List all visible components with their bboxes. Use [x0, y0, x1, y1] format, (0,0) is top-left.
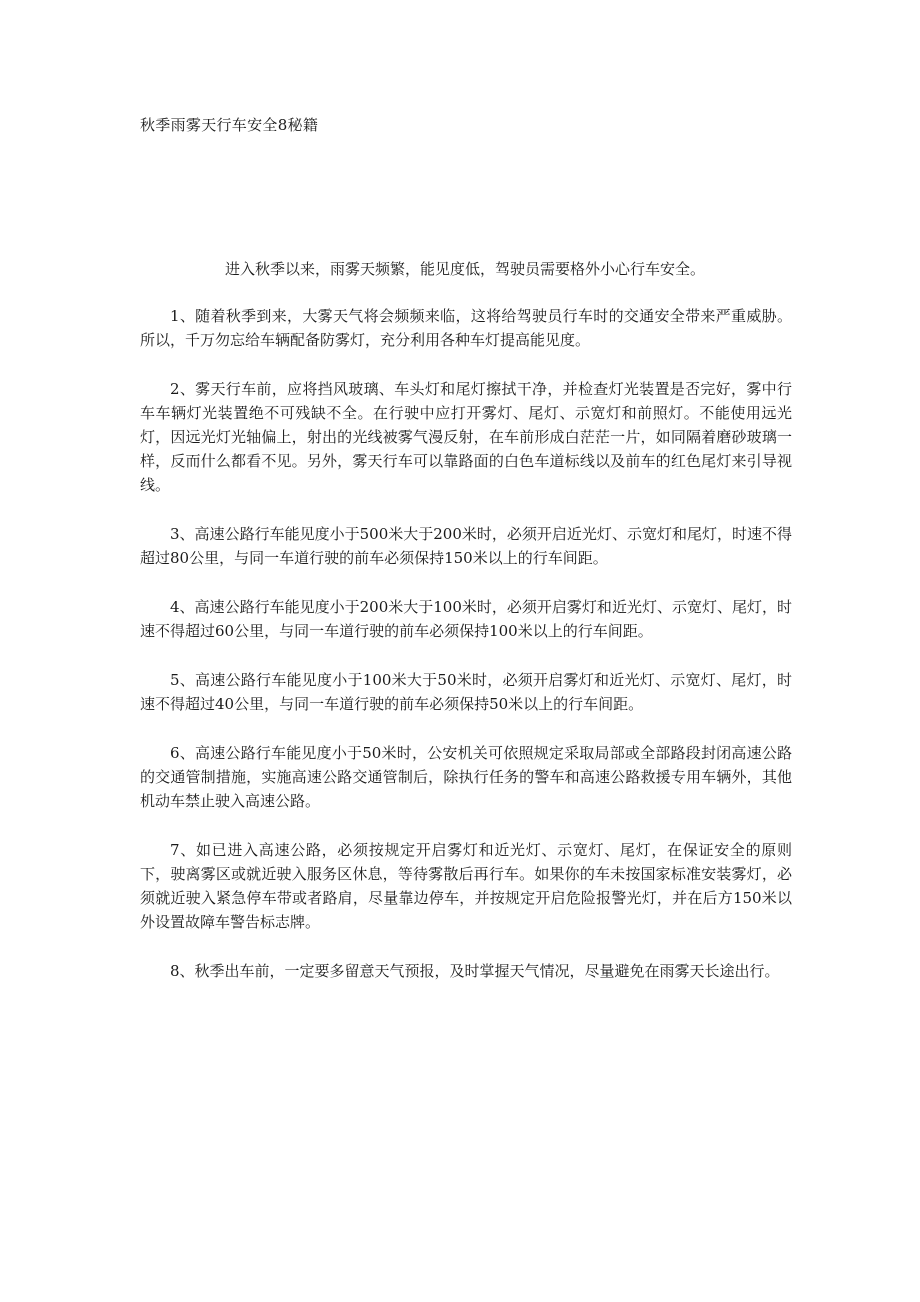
- tip-paragraph: 7、如已进入高速公路，必须按规定开启雾灯和近光灯、示宽灯、尾灯，在保证安全的原则下，驶离雾区或就近驶入服务区休息，等待雾散后再行车。如果你的车未按国家标准安装雾灯，必须就近驶入紧急停车带或者路肩，尽量靠边停车，并按规定开启危险报警光灯，并在后方150米以外设置故障车警告标志牌。: [140, 841, 792, 931]
- tips-list: [140, 304, 792, 1008]
- tip-paragraph: 8、秋季出车前，一定要多留意天气预报，及时掌握天气情况，尽量避免在雨雾天长途出行。: [170, 962, 780, 980]
- document-title: 秋季雨雾天行车安全8秘籍: [140, 116, 319, 134]
- tip-paragraph: 1、随着秋季到来，大雾天气将会频频来临，这将给驾驶员行车时的交通安全带来严重威胁。所以，千万勿忘给车辆配备防雾灯，充分利用各种车灯提高能见度。: [140, 307, 792, 349]
- tip-paragraph: 6、高速公路行车能见度小于50米时，公安机关可依照规定采取局部或全部路段封闭高速公路的交通管制措施，实施高速公路交通管制后，除执行任务的警车和高速公路救援专用车辆外，其他机动车禁止驶入高速公路。: [140, 744, 792, 810]
- tip-paragraph: 3、高速公路行车能见度小于500米大于200米时，必须开启近光灯、示宽灯和尾灯，时速不得超过80公里，与同一车道行驶的前车必须保持150米以上的行车间距。: [140, 525, 792, 567]
- tip-paragraph: 5、高速公路行车能见度小于100米大于50米时，必须开启雾灯和近光灯、示宽灯、尾灯，时速不得超过40公里，与同一车道行驶的前车必须保持50米以上的行车间距。: [140, 671, 792, 713]
- tip-paragraph: 2、雾天行车前，应将挡风玻璃、车头灯和尾灯擦拭干净，并检查灯光装置是否完好，雾中行车车辆灯光装置绝不可残缺不全。在行驶中应打开雾灯、尾灯、示宽灯和前照灯。不能使用远光灯，因远光灯光轴偏上，射出的光线被雾气漫反射，在车前形成白茫茫一片，如同隔着磨砂玻璃一样，反而什么都看不见。另外，雾天行车可以靠路面的白色车道标线以及前车的红色尾灯来引导视线。: [140, 380, 792, 494]
- tip-paragraph: 4、高速公路行车能见度小于200米大于100米时，必须开启雾灯和近光灯、示宽灯、尾灯，时速不得超过60公里，与同一车道行驶的前车必须保持100米以上的行车间距。: [140, 598, 792, 640]
- intro-paragraph: 进入秋季以来，雨雾天频繁，能见度低，驾驶员需要格外小心行车安全。: [224, 260, 705, 278]
